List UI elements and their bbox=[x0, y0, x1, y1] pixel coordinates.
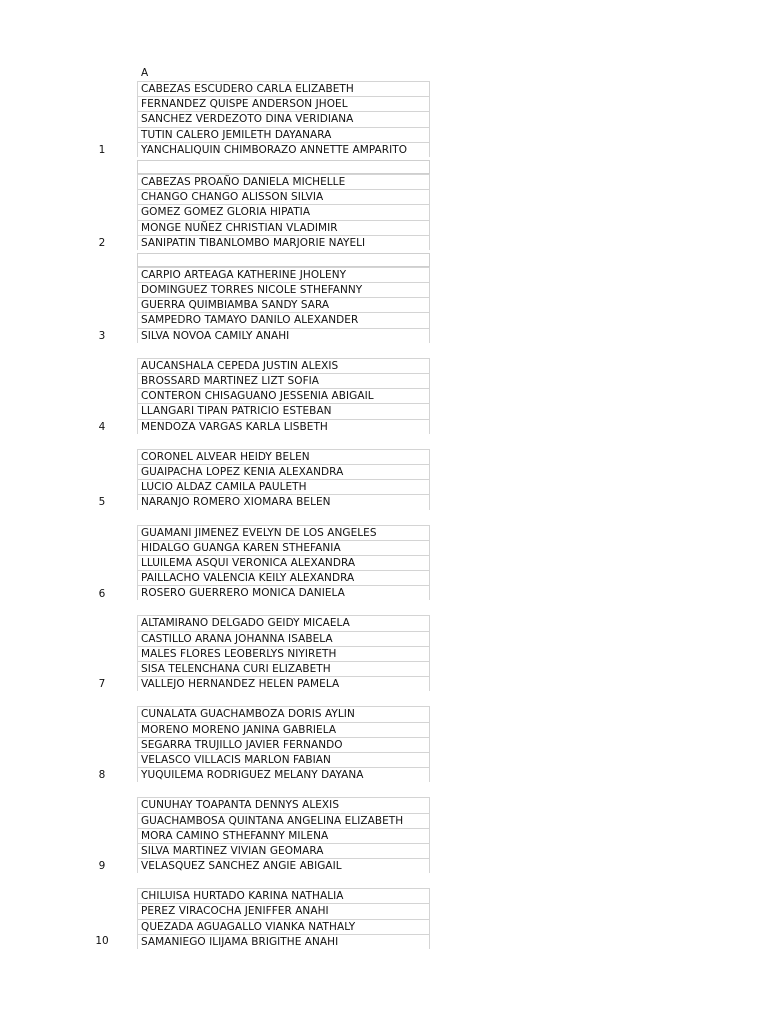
group-6 bbox=[0, 525, 768, 601]
name-cell[interactable]: VELASCO VILLACIS MARLON FABIAN bbox=[137, 752, 430, 767]
group-5 bbox=[0, 449, 768, 510]
name-cell[interactable]: CABEZAS ESCUDERO CARLA ELIZABETH bbox=[137, 81, 430, 96]
name-cell[interactable]: CARPIO ARTEAGA KATHERINE JHOLENY bbox=[137, 267, 430, 282]
name-cell[interactable]: SANCHEZ VERDEZOTO DINA VERIDIANA bbox=[137, 111, 430, 126]
name-cell[interactable]: GOMEZ GOMEZ GLORIA HIPATIA bbox=[137, 204, 430, 219]
name-cell[interactable]: YUQUILEMA RODRIGUEZ MELANY DAYANA bbox=[137, 767, 430, 782]
name-cell[interactable]: MENDOZA VARGAS KARLA LISBETH bbox=[137, 419, 430, 434]
name-cell[interactable]: SILVA MARTINEZ VIVIAN GEOMARA bbox=[137, 843, 430, 858]
name-cell[interactable]: SEGARRA TRUJILLO JAVIER FERNANDO bbox=[137, 737, 430, 752]
name-cell[interactable]: QUEZADA AGUAGALLO VIANKA NATHALY bbox=[137, 919, 430, 934]
name-cell[interactable]: SISA TELENCHANA CURI ELIZABETH bbox=[137, 661, 430, 676]
name-cell[interactable]: LLUILEMA ASQUI VERONICA ALEXANDRA bbox=[137, 555, 430, 570]
name-cell[interactable]: CHANGO CHANGO ALISSON SILVIA bbox=[137, 189, 430, 204]
name-cell[interactable]: CORONEL ALVEAR HEIDY BELEN bbox=[137, 449, 430, 464]
name-cell[interactable]: VELASQUEZ SANCHEZ ANGIE ABIGAIL bbox=[137, 858, 430, 873]
name-cell[interactable]: ROSERO GUERRERO MONICA DANIELA bbox=[137, 585, 430, 600]
name-cell[interactable]: CUNUHAY TOAPANTA DENNYS ALEXIS bbox=[137, 797, 430, 812]
name-cell[interactable]: SANIPATIN TIBANLOMBO MARJORIE NAYELI bbox=[137, 235, 430, 250]
name-cell[interactable]: MORA CAMINO STHEFANNY MILENA bbox=[137, 828, 430, 843]
name-cell[interactable]: BROSSARD MARTINEZ LIZT SOFIA bbox=[137, 373, 430, 388]
group-number: 7 bbox=[98, 678, 106, 691]
name-cell[interactable]: MALES FLORES LEOBERLYS NIYIRETH bbox=[137, 646, 430, 661]
name-cell[interactable]: TUTIN CALERO JEMILETH DAYANARA bbox=[137, 127, 430, 142]
group-number: 8 bbox=[98, 769, 106, 782]
name-cell[interactable]: PAILLACHO VALENCIA KEILY ALEXANDRA bbox=[137, 570, 430, 585]
group-4 bbox=[0, 358, 768, 434]
name-cell[interactable]: MONGE NUÑEZ CHRISTIAN VLADIMIR bbox=[137, 220, 430, 235]
name-cell[interactable]: CHILUISA HURTADO KARINA NATHALIA bbox=[137, 888, 430, 903]
group-9 bbox=[0, 797, 768, 873]
name-cell[interactable]: NARANJO ROMERO XIOMARA BELEN bbox=[137, 494, 430, 509]
group-10 bbox=[0, 888, 768, 949]
group-7 bbox=[0, 615, 768, 691]
group-number: 4 bbox=[98, 420, 106, 433]
empty-cell[interactable] bbox=[137, 253, 430, 267]
group-2 bbox=[0, 174, 768, 267]
name-cell[interactable]: CONTERON CHISAGUANO JESSENIA ABIGAIL bbox=[137, 388, 430, 403]
name-cell[interactable]: ALTAMIRANO DELGADO GEIDY MICAELA bbox=[137, 615, 430, 630]
column-header-a: A bbox=[141, 67, 149, 79]
name-cell[interactable]: PEREZ VIRACOCHA JENIFFER ANAHI bbox=[137, 903, 430, 918]
name-cell[interactable]: LLANGARI TIPAN PATRICIO ESTEBAN bbox=[137, 403, 430, 418]
name-cell[interactable]: CUNALATA GUACHAMBOZA DORIS AYLIN bbox=[137, 706, 430, 721]
name-cell[interactable]: GUAIPACHA LOPEZ KENIA ALEXANDRA bbox=[137, 464, 430, 479]
group-3 bbox=[0, 267, 768, 343]
name-cell[interactable]: LUCIO ALDAZ CAMILA PAULETH bbox=[137, 479, 430, 494]
group-number: 3 bbox=[98, 329, 106, 342]
name-cell[interactable]: HIDALGO GUANGA KAREN STHEFANIA bbox=[137, 540, 430, 555]
name-cell[interactable]: GUAMANI JIMENEZ EVELYN DE LOS ANGELES bbox=[137, 525, 430, 540]
group-number: 5 bbox=[98, 495, 106, 508]
group-number: 10 bbox=[95, 935, 109, 948]
group-number: 1 bbox=[98, 144, 106, 156]
name-cell[interactable]: SAMPEDRO TAMAYO DANILO ALEXANDER bbox=[137, 312, 430, 327]
group-number: 6 bbox=[98, 587, 106, 600]
name-cell[interactable]: YANCHALIQUIN CHIMBORAZO ANNETTE AMPARITO bbox=[137, 142, 430, 157]
empty-cell[interactable] bbox=[137, 160, 430, 174]
name-cell[interactable]: DOMINGUEZ TORRES NICOLE STHEFANNY bbox=[137, 282, 430, 297]
name-cell[interactable]: SAMANIEGO ILIJAMA BRIGITHE ANAHI bbox=[137, 934, 430, 949]
name-cell[interactable]: VALLEJO HERNANDEZ HELEN PAMELA bbox=[137, 676, 430, 691]
group-list bbox=[0, 81, 768, 964]
group-8 bbox=[0, 706, 768, 782]
group-number: 2 bbox=[98, 236, 106, 249]
group-number: 9 bbox=[98, 860, 106, 873]
group-1 bbox=[0, 81, 768, 174]
name-cell[interactable]: MORENO MORENO JANINA GABRIELA bbox=[137, 722, 430, 737]
name-cell[interactable]: GUACHAMBOSA QUINTANA ANGELINA ELIZABETH bbox=[137, 813, 430, 828]
name-cell[interactable]: CABEZAS PROAÑO DANIELA MICHELLE bbox=[137, 174, 430, 189]
name-cell[interactable]: GUERRA QUIMBIAMBA SANDY SARA bbox=[137, 297, 430, 312]
name-cell[interactable]: SILVA NOVOA CAMILY ANAHI bbox=[137, 328, 430, 343]
name-cell[interactable]: AUCANSHALA CEPEDA JUSTIN ALEXIS bbox=[137, 358, 430, 373]
name-cell[interactable]: CASTILLO ARANA JOHANNA ISABELA bbox=[137, 631, 430, 646]
name-cell[interactable]: FERNANDEZ QUISPE ANDERSON JHOEL bbox=[137, 96, 430, 111]
